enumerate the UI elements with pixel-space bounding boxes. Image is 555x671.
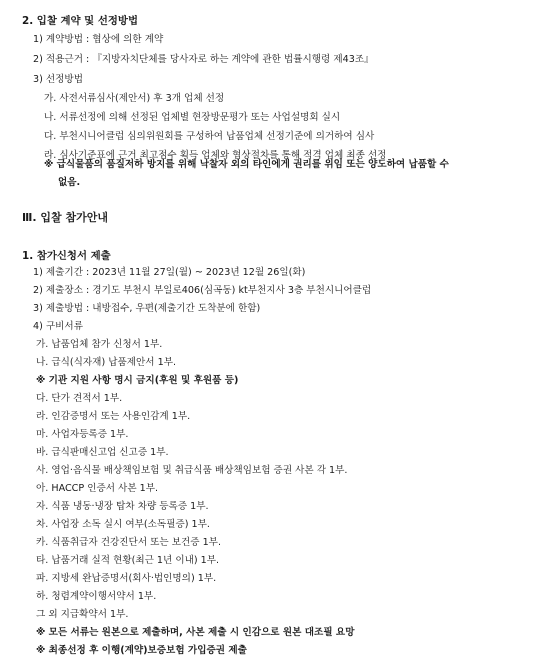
doc-vehicle-registration: 자. 식품 냉동·냉장 탑차 차량 등록증 1부. bbox=[36, 501, 209, 512]
doc-food-sales-report: 바. 급식판매신고업 신고증 1부. bbox=[36, 447, 169, 458]
doc-tax-payment-certificate: 파. 지방세 완납증명서(회사·법인명의) 1부. bbox=[36, 573, 217, 584]
section-3-title: Ⅲ. 입찰 참가안내 bbox=[22, 211, 108, 224]
doc-price-quote: 다. 단가 견적서 1부. bbox=[36, 393, 123, 404]
legal-basis: 2) 적용근거 : 『지방자치단체를 당사자로 하는 계약에 관한 법률시행령 제43조』 bbox=[33, 54, 374, 65]
required-documents: 4) 구비서류 bbox=[33, 321, 83, 332]
application-submission-title: 1. 참가신청서 제출 bbox=[22, 250, 111, 262]
selection-method: 3) 선정방법 bbox=[33, 74, 83, 85]
section-2-title: 2. 입찰 계약 및 선정방법 bbox=[22, 15, 138, 27]
doc-disinfection-certificate: 차. 사업장 소독 실시 여부(소독필증) 1부. bbox=[36, 519, 210, 530]
selection-step-na: 나. 서류선정에 의해 선정된 업체별 현장방문평가 또는 사업설명회 실시 bbox=[44, 112, 341, 123]
selection-step-da: 다. 부천시니어클럽 심의위원회를 구성하여 납품업체 선정기준에 의거하여 심사 bbox=[44, 131, 375, 142]
doc-payment-commitment: 그 외 지급확약서 1부. bbox=[36, 609, 129, 620]
selection-step-ra: 라. 심사기준표에 근거 최고점수 획득 업체와 협상절차를 통해 적격 업체 최종 선정 bbox=[44, 150, 387, 161]
selection-step-ga: 가. 사전서류심사(제안서) 후 3개 업체 선정 bbox=[44, 93, 225, 104]
submission-place: 2) 제출장소 : 경기도 부천시 부일로406(심곡동) kt부천지사 3층 부천시니어클럽 bbox=[33, 285, 372, 296]
quality-note-continued: 없음. bbox=[58, 177, 81, 188]
doc-liability-insurance: 사. 영업·음식물 배상책임보험 및 취급식품 배상책임보험 증권 사본 각 1부. bbox=[36, 465, 348, 476]
doc-supply-record: 타. 납품거래 실적 현황(최근 1년 이내) 1부. bbox=[36, 555, 220, 566]
doc-supply-proposal: 나. 급식(식자재) 납품제안서 1부. bbox=[36, 357, 177, 368]
doc-seal-certificate: 라. 인감증명서 또는 사용인감계 1부. bbox=[36, 411, 191, 422]
contract-method: 1) 계약방법 : 협상에 의한 계약 bbox=[33, 34, 164, 45]
original-documents-note: ※ 모든 서류는 원본으로 제출하며, 사본 제출 시 인감으로 원본 대조필 요망 bbox=[36, 627, 355, 638]
doc-integrity-pledge: 하. 청렴계약이행서약서 1부. bbox=[36, 591, 157, 602]
submission-period: 1) 제출기간 : 2023년 11월 27일(월) ~ 2023년 12월 26일(화) bbox=[33, 267, 306, 278]
doc-business-registration: 마. 사업자등록증 1부. bbox=[36, 429, 129, 440]
quality-note: ※ 급식물품의 품질저하 방지를 위해 낙찰자 외의 타인에게 권리를 위임 또는 양도하여 납품할 수 bbox=[44, 159, 449, 170]
doc-haccp-certificate: 아. HACCP 인증서 사본 1부. bbox=[36, 483, 159, 494]
doc-application-form: 가. 납품업체 참가 신청서 1부. bbox=[36, 339, 163, 350]
donation-prohibition-note: ※ 기관 지원 사항 명시 금지(후원 및 후원품 등) bbox=[36, 375, 239, 386]
doc-health-certificate: 카. 식품취급자 건강진단서 또는 보건증 1부. bbox=[36, 537, 221, 548]
guarantee-insurance-note: ※ 최종선정 후 이행(계약)보증보험 가입증권 제출 bbox=[36, 645, 247, 656]
submission-method: 3) 제출방법 : 내방접수, 우편(제출기간 도착분에 한함) bbox=[33, 303, 261, 314]
